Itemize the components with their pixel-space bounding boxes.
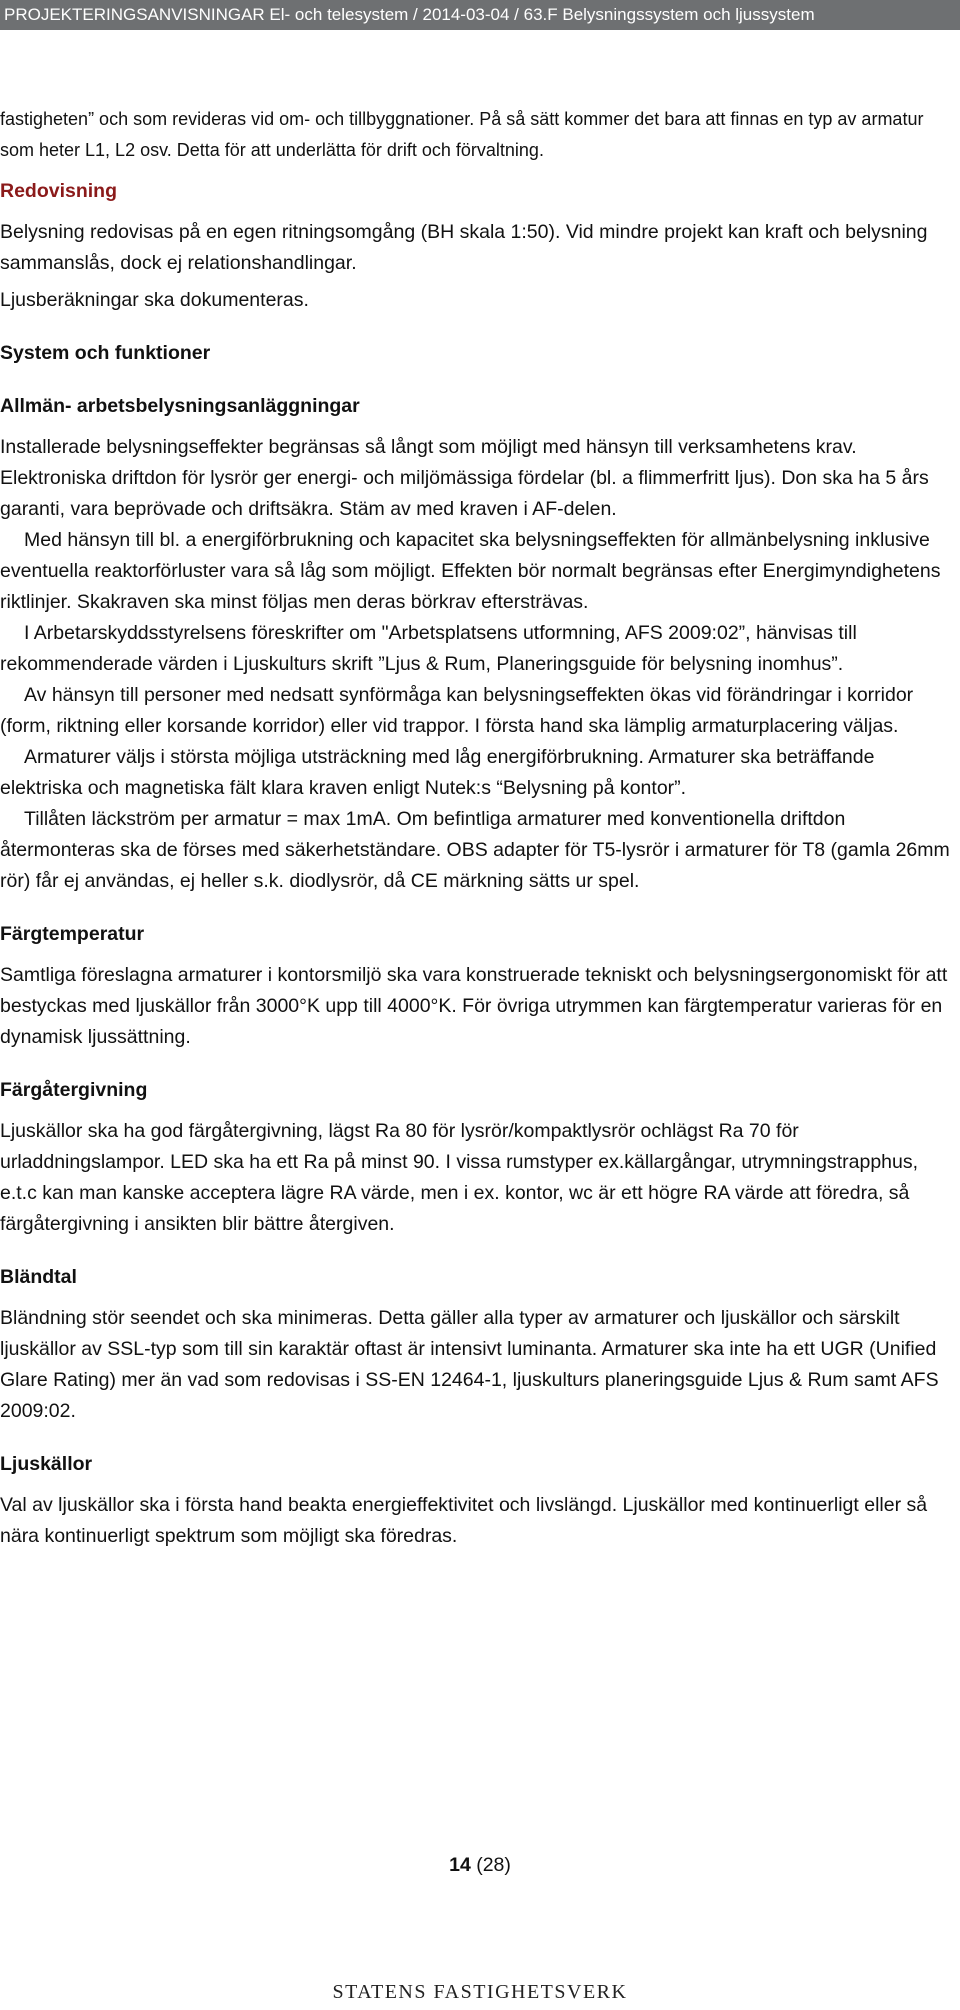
document-header <box>0 0 960 30</box>
ljuskallor-paragraph: Val av ljuskällor ska i första hand beakta energieffektivitet och livslängd. Ljuskällor med kontinuerligt eller så nära kontinuerligt spektrum som möjligt ska föredras. <box>0 1494 928 1547</box>
section-heading-redovisning: Redovisning <box>0 180 118 202</box>
section-heading-fargatergivning: Färgåtergivning <box>0 1079 148 1101</box>
section-heading-blandtal: Bländtal <box>0 1266 77 1288</box>
fargatergivning-paragraph: Ljuskällor ska ha god färgåtergivning, lägst Ra 80 för lysrör/kompaktlysrör ochlägst Ra 70 för urladdningslampor. LED ska ha ett Ra på minst 90. I vissa rumstyper ex.källargångar, utrymningstrapphus, e.t.c kan man kanske acceptera lägre RA värde, men i ex. kontor, wc är ett högre RA värde att föredra, så färgåtergivning i ansikten blir bättre återgiven. <box>0 1120 919 1235</box>
system-paragraph-3: I Arbetarskyddsstyrelsens föreskrifter om "Arbetsplatsens utformning, AFS 2009:02”, hänvisas till rekommenderade värden i Ljuskulturs skrift ”Ljus & Rum, Planeringsguide för belysning inomhus”. <box>0 622 857 675</box>
header-title: PROJEKTERINGSANVISNINGAR El- och telesystem / 2014-03-04 / 63.F Belysningssystem och ljussystem <box>4 5 815 24</box>
page-number-total: (28) <box>476 1854 511 1876</box>
fargtemperatur-paragraph: Samtliga föreslagna armaturer i kontorsmiljö ska vara konstruerade tekniskt och belysningsergonomiskt för att bestyckas med ljuskällor från 3000°K upp till 4000°K. För övriga utrymmen kan färgtemperatur varieras för en dynamisk ljussättning. <box>0 964 948 1048</box>
system-paragraph-6: Tillåten läckström per armatur = max 1mA. Om befintliga armaturer med konventionella driftdon återmonteras ska de förses med säkerhetständare. OBS adapter för T5-lysrör i armaturer för T8 (gamla 26mm rör) får ej användas, ej heller s.k. diodlysrör, då CE märkning sätts ur spel. <box>0 808 950 892</box>
intro-paragraph: fastigheten” och som revideras vid om- och tillbyggnationer. På så sätt kommer det bara att finnas en typ av armatur som heter L1, L2 osv. Detta för att underlätta för drift och förvaltning. <box>0 109 924 160</box>
page-number-current: 14 <box>449 1854 471 1876</box>
section-heading-system: System och funktioner <box>0 342 211 364</box>
statens-fastighetsverk-logo: STATENS FASTIGHETSVERK <box>332 1981 628 2003</box>
subsection-heading-allman: Allmän- arbetsbelysningsanläggningar <box>0 395 360 417</box>
system-paragraph-5: Armaturer väljs i största möjliga utsträckning med låg energiförbrukning. Armaturer ska beträffande elektriska och magnetiska fält klara kraven enligt Nutek:s “Belysning på kontor”. <box>0 746 875 799</box>
redovisning-paragraph-1: Belysning redovisas på en egen ritningsomgång (BH skala 1:50). Vid mindre projekt kan kraft och belysning sammanslås, dock ej relationshandlingar. <box>0 221 928 274</box>
system-paragraph-1: Installerade belysningseffekter begränsas så långt som möjligt med hänsyn till verksamhetens krav. Elektroniska driftdon för lysrör ger energi- och miljömässiga fördelar (bl. a flimmerfritt ljus). Don ska ha 5 års garanti, vara beprövade och driftsäkra. Stäm av med kraven i AF-delen. <box>0 436 929 520</box>
system-paragraph-4: Av hänsyn till personer med nedsatt synförmåga kan belysningseffekten ökas vid förändringar i korridor (form, riktning eller korsande korridor) eller vid trappor. I första hand ska lämplig armaturplacering väljas. <box>0 684 914 737</box>
redovisning-paragraph-2: Ljusberäkningar ska dokumenteras. <box>0 289 309 311</box>
blandtal-paragraph: Bländning stör seendet och ska minimeras. Detta gäller alla typer av armaturer och ljuskällor och särskilt ljuskällor av SSL-typ som till sin karaktär oftast är intensivt luminanta. Armaturer ska inte ha ett UGR (Unified Glare Rating) mer än vad som redovisas i SS-EN 12464-1, ljuskulturs planeringsguide Ljus & Rum samt AFS 2009:02. <box>0 1307 939 1422</box>
system-paragraph-2: Med hänsyn till bl. a energiförbrukning och kapacitet ska belysningseffekten för allmänbelysning inklusive eventuella reaktorförluster vara så låg som möjligt. Effekten bör normalt begränsas efter Energimyndighetens riktlinjer. Skakraven ska minst följas men deras börkrav eftersträvas. <box>0 529 941 613</box>
page-number <box>0 1854 960 1877</box>
section-heading-fargtemperatur: Färgtemperatur <box>0 923 145 945</box>
document-body <box>0 104 958 1552</box>
section-heading-ljuskallor: Ljuskällor <box>0 1453 93 1475</box>
